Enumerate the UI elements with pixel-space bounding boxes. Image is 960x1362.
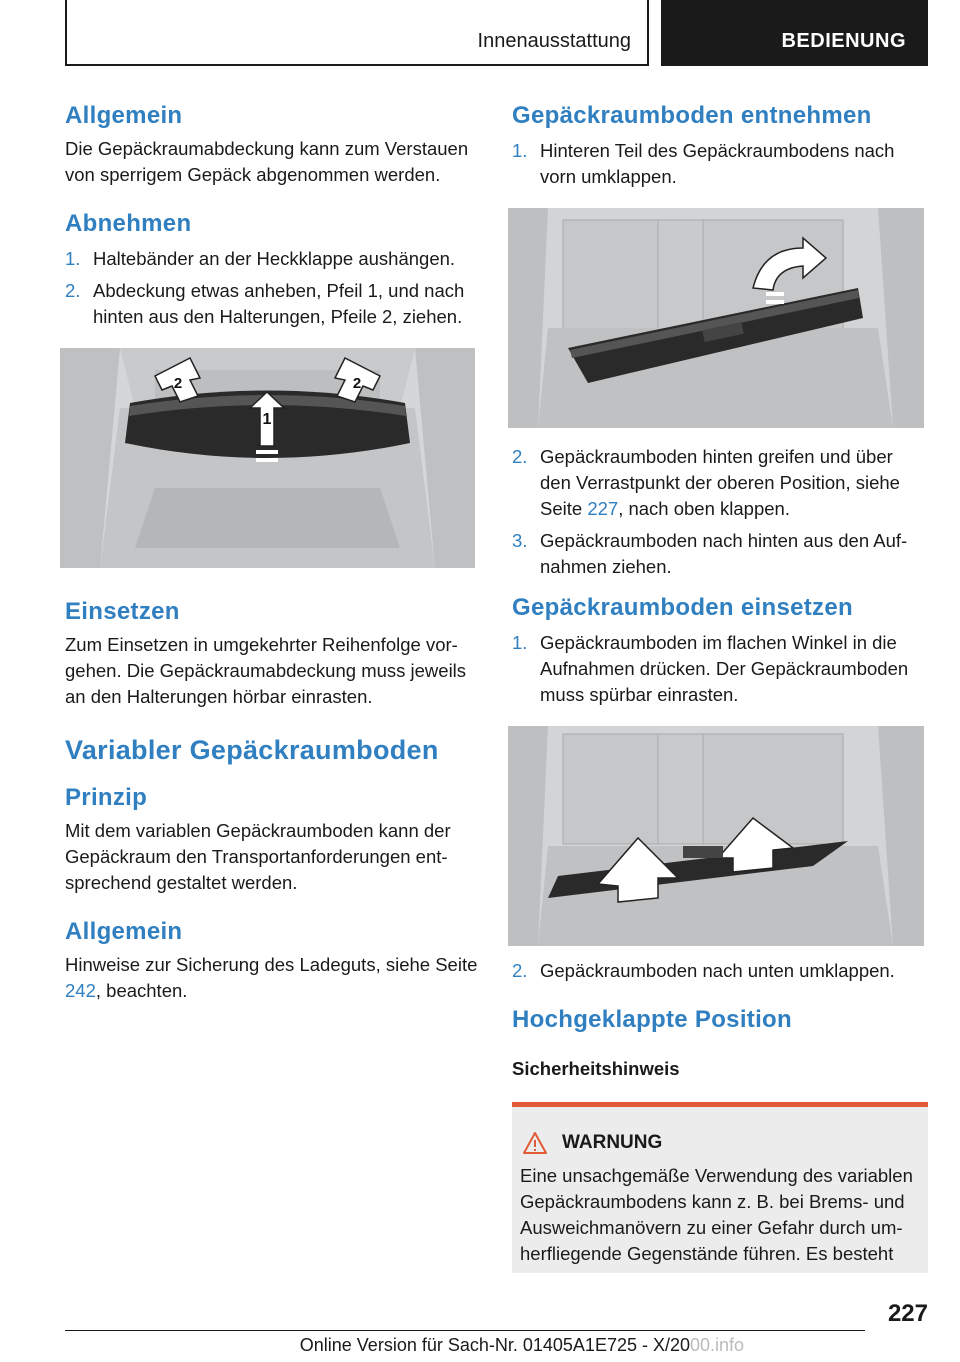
- heading-allgemein-2: Allgemein: [65, 918, 183, 945]
- right-column: [512, 100, 928, 1273]
- arrow-label-2a: 2: [173, 375, 183, 392]
- arrow-label-2b: 2: [352, 375, 362, 392]
- figure-floor-fold-forward: [508, 208, 924, 428]
- figure-floor-insert: [508, 726, 924, 946]
- warning-triangle-icon: [522, 1131, 548, 1155]
- list-item: 1. Gepäckraumboden im flachen Winkel in die Aufnahmen drücken. Der Gepäckraumboden muss spürbar einrasten.: [512, 632, 909, 705]
- paragraph-prinzip: Mit dem variablen Gepäckraumboden kann der Gepäckraum den Transportanforderungen entsprechend gestaltet werden.: [65, 820, 451, 893]
- warning-title: WARNUNG: [520, 1131, 920, 1155]
- list-item: 3. Gepäckraumboden nach hinten aus den Aufnahmen ziehen.: [512, 530, 908, 577]
- footer-watermark: 00.info: [690, 1335, 745, 1355]
- footer-divider: [65, 1330, 865, 1331]
- page-header: [65, 0, 928, 66]
- list-item: 2. Gepäckraumboden hinten greifen und über den Verrastpunkt der oberen Position, siehe Seite 227, nach oben klappen.: [512, 446, 900, 519]
- arrow-label-1: 1: [262, 411, 272, 428]
- page-link-227[interactable]: 227: [587, 498, 619, 519]
- warning-text: Eine unsachgemäße Verwendung des variablen Gepäckraumbodens kann z. B. bei Brems- und Ausweichmanövern zu einer Gefahr durch umherfliegende Gegenstände führen. Es besteht: [520, 1165, 913, 1264]
- section-box: [65, 0, 649, 66]
- list-item: 1. Hinteren Teil des Gepäckraumbodens nach vorn umklappen.: [512, 140, 895, 187]
- illustration: [508, 208, 924, 428]
- page-number: 227: [887, 1300, 928, 1327]
- illustration: [60, 348, 475, 568]
- entnehmen-steps-b: [512, 444, 928, 580]
- page-link-242[interactable]: 242: [65, 980, 96, 1001]
- einsetzen-steps-a: [512, 630, 928, 708]
- heading-abnehmen: Abnehmen: [65, 210, 192, 237]
- einsetzen-steps-b: [512, 958, 928, 984]
- footer-version-text: Online Version für Sach-Nr. 01405A1E725 - X/20: [299, 1335, 690, 1355]
- paragraph-einsetzen: Zum Einsetzen in umgekehrter Reihenfolge vorgehen. Die Gepäckraumabdeckung muss jeweils an den Halterungen hörbar einrasten.: [65, 634, 467, 707]
- subheading-sicherheitshinweis: Sicherheitshinweis: [512, 1058, 680, 1079]
- heading-variabler-gepaeckraumboden: Variabler Gepäckraumboden: [65, 735, 439, 765]
- warning-box: [512, 1102, 928, 1273]
- heading-entnehmen: Gepäckraumboden entnehmen: [512, 102, 872, 129]
- heading-einsetzen: Einsetzen: [65, 598, 180, 625]
- heading-prinzip: Prinzip: [65, 784, 148, 811]
- chapter-tab: [661, 0, 928, 66]
- list-item: 2. Gepäckraumboden nach unten umklappen.: [512, 960, 895, 981]
- figure-cover-removal: [60, 348, 475, 568]
- abnehmen-steps: [65, 246, 480, 330]
- left-column: [65, 100, 480, 1004]
- paragraph-allgemein: Die Gepäckraumabdeckung kann zum Verstauen von sperrigem Gepäck abgenommen werden.: [65, 138, 469, 185]
- list-item: 1. Haltebänder an der Heckklappe aushängen.: [65, 248, 456, 269]
- heading-hochgeklappte-position: Hochgeklappte Position: [512, 1006, 792, 1033]
- illustration: [508, 726, 924, 946]
- heading-einsetzen-right: Gepäckraumboden einsetzen: [512, 594, 853, 621]
- heading-allgemein: Allgemein: [65, 102, 183, 129]
- paragraph-allgemein-2: Hinweise zur Sicherung des Ladeguts, siehe Seite 242, beachten.: [65, 954, 478, 1001]
- list-item: 2. Abdeckung etwas anheben, Pfeil 1, und nach hinten aus den Halterungen, Pfeile 2, ziehen.: [65, 280, 465, 327]
- section-title: Innenausstattung: [477, 30, 631, 52]
- chapter-title: BEDIENUNG: [781, 30, 906, 52]
- entnehmen-steps-a: [512, 138, 928, 190]
